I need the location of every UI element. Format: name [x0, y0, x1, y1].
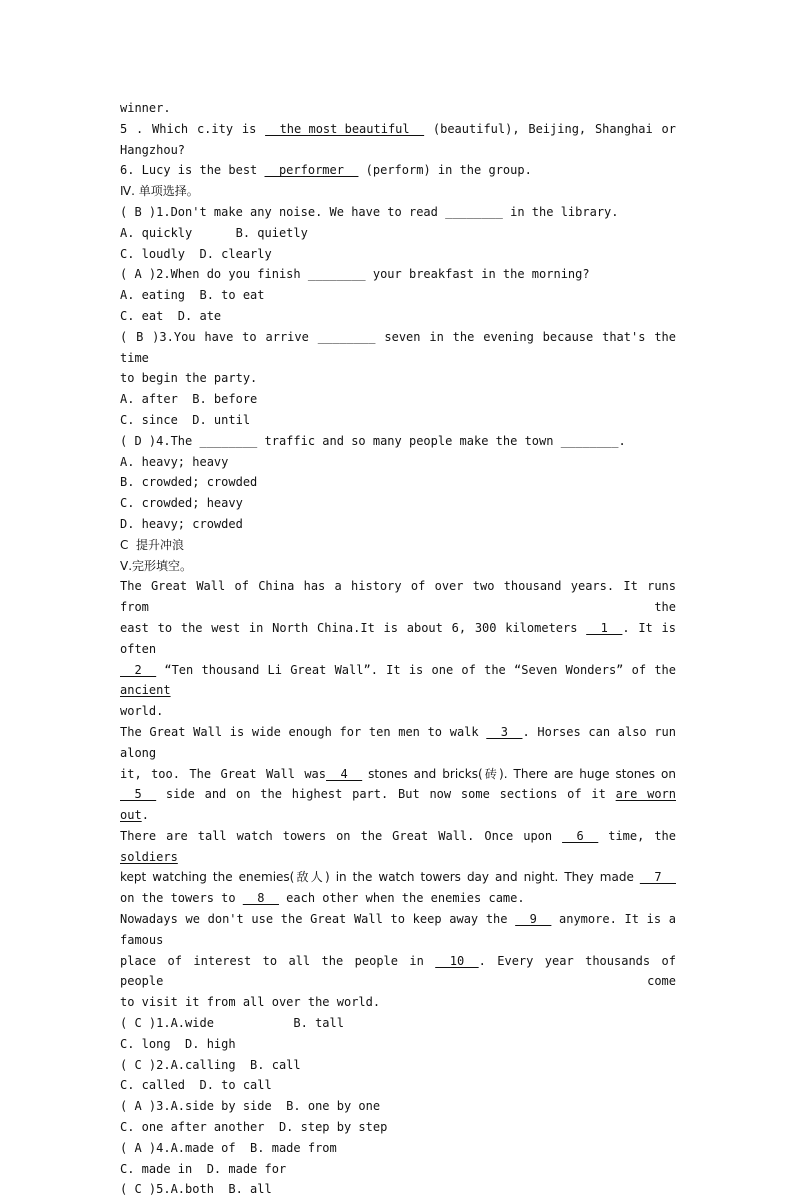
document-line [120, 660, 676, 702]
document-line [120, 701, 676, 722]
underlined-answer: __10__ [435, 953, 479, 968]
document-line [120, 140, 676, 161]
document-line [120, 784, 676, 826]
line-text: place of interest to all the people in [120, 953, 436, 968]
document-line [120, 1075, 676, 1096]
document-line [120, 1159, 676, 1180]
document-line [120, 722, 676, 764]
document-line [120, 888, 676, 909]
line-text: A. after B. before [120, 392, 258, 407]
line-text: Hangzhou? [120, 142, 186, 157]
document-line [120, 244, 676, 265]
line-text: it, too. The Great Wall was [120, 766, 327, 781]
line-text: ( B )1.Don't make any noise. We have to read ________ in the library. [120, 204, 619, 219]
document-line [120, 306, 676, 327]
document-line [120, 368, 676, 389]
line-text: C. eat D. ate [120, 308, 222, 323]
line-text: The Great Wall is wide enough for ten men to walk [120, 724, 487, 739]
line-text: anymore. It is a famous [120, 912, 676, 947]
line-text: The Great Wall of China has a history of over two thousand years. It runs from the [120, 579, 676, 615]
line-text: kept watching the enemies(敌人) in the watch towers day and night. They made [120, 870, 640, 885]
underlined-answer: __performer__ [264, 163, 359, 178]
line-text: (perform) in the group. [358, 163, 532, 178]
line-text: to visit it from all over the world. [120, 995, 381, 1010]
document-line [120, 1034, 676, 1055]
line-text: B. crowded; crowded [120, 475, 258, 490]
line-text: winner. [120, 101, 171, 115]
document-page [120, 98, 676, 1200]
line-text: ( C )5.A.both B. all [120, 1182, 272, 1197]
document-line [120, 1013, 676, 1034]
line-text: “Ten thousand Li Great Wall”. It is one of the “Seven Wonders” of the [156, 662, 676, 677]
document-line [120, 1138, 676, 1159]
line-text: east to the west in North China.It is about 6, 300 kilometers [120, 620, 587, 635]
document-line [120, 867, 676, 888]
document-line [120, 202, 676, 223]
line-text: to begin the party. [120, 371, 258, 386]
line-text: world. [120, 704, 164, 719]
line-text: C 提升冲浪 [120, 537, 185, 552]
line-text: ( C )1.A.wide B. tall [120, 1016, 344, 1031]
line-text: A. quickly B. quietly [120, 225, 308, 240]
line-text: There are tall watch towers on the Great Wall. Once upon [120, 828, 563, 843]
line-text: ( A )3.A.side by side B. one by one [120, 1099, 381, 1114]
underlined-answer: __6__ [562, 828, 599, 843]
line-text: Ⅳ. 单项选择。 [120, 184, 199, 199]
document-line [120, 556, 676, 577]
underlined-answer: soldiers [120, 849, 178, 864]
document-line [120, 1117, 676, 1138]
line-text: each other when the enemies came. [278, 891, 525, 906]
underlined-answer: __the_most_beautiful__ [265, 121, 425, 136]
document-line [120, 1179, 676, 1200]
line-text: A. eating B. to eat [120, 288, 265, 303]
underlined-answer: __1__ [586, 620, 623, 635]
document-line [120, 1055, 676, 1076]
document-line [120, 992, 676, 1013]
line-text: C. called D. to call [120, 1078, 272, 1093]
document-line [120, 98, 676, 119]
line-text: ( C )2.A.calling B. call [120, 1057, 301, 1072]
line-text: on the towers to [120, 891, 243, 906]
underlined-answer: ancient [120, 683, 171, 698]
document-line [120, 493, 676, 514]
line-text: C. loudly D. clearly [120, 246, 272, 261]
document-line [120, 160, 676, 181]
document-line [120, 618, 676, 660]
line-text: C. crowded; heavy [120, 496, 243, 511]
line-text: . Horses can also run along [120, 724, 676, 760]
underlined-answer: __9__ [515, 912, 552, 927]
document-line [120, 826, 676, 868]
document-line [120, 264, 676, 285]
document-line [120, 223, 676, 244]
document-line [120, 410, 676, 431]
underlined-answer: are worn out [120, 787, 676, 823]
line-text: Ⅴ.完形填空。 [120, 558, 193, 573]
line-text: C. long D. high [120, 1036, 236, 1051]
line-text: ( B )3.You have to arrive ________ seven in the evening because that's the time [120, 329, 676, 365]
line-text: Nowadays we don't use the Great Wall to keep away the [120, 912, 516, 927]
line-text: time, the [598, 828, 676, 843]
line-text: ( A )2.When do you finish ________ your breakfast in the morning? [120, 267, 590, 282]
document-line [120, 472, 676, 493]
line-text: . [141, 808, 149, 823]
line-text: D. heavy; crowded [120, 516, 243, 531]
line-text: 6. Lucy is the best [120, 163, 265, 178]
line-text: A. heavy; heavy [120, 454, 229, 469]
document-line [120, 389, 676, 410]
document-line [120, 327, 676, 369]
line-text: C. one after another D. step by step [120, 1120, 388, 1135]
line-text: . It is often [120, 620, 676, 656]
line-text: . Every year thousands of people come [120, 953, 676, 989]
line-text: ( D )4.The ________ traffic and so many people make the town ________. [120, 433, 626, 448]
document-line [120, 535, 676, 556]
line-text: C. since D. until [120, 412, 251, 427]
document-line [120, 909, 676, 951]
underlined-answer: __8__ [242, 891, 279, 906]
line-text: side and on the highest part. But now some sections of it [156, 787, 616, 802]
line-text: C. made in D. made for [120, 1161, 287, 1176]
underlined-answer: __4__ [326, 766, 363, 781]
document-line [120, 119, 676, 140]
document-line [120, 514, 676, 535]
document-line [120, 431, 676, 452]
underlined-answer: __7__ [639, 870, 676, 885]
document-line [120, 181, 676, 202]
underlined-answer: __5__ [120, 787, 157, 802]
underlined-answer: __2__ [120, 662, 157, 677]
line-text: 5 . Which c.ity is [120, 121, 266, 136]
document-line [120, 285, 676, 306]
document-line [120, 576, 676, 618]
document-line [120, 951, 676, 993]
underlined-answer: __3__ [486, 724, 523, 739]
line-text: ( A )4.A.made of B. made from [120, 1140, 337, 1155]
document-line [120, 452, 676, 473]
line-text: (beautiful), Beijing, Shanghai or [424, 121, 676, 136]
document-line [120, 764, 676, 785]
document-line [120, 1096, 676, 1117]
line-text: stones and bricks(砖). There are huge stones on [362, 766, 676, 781]
